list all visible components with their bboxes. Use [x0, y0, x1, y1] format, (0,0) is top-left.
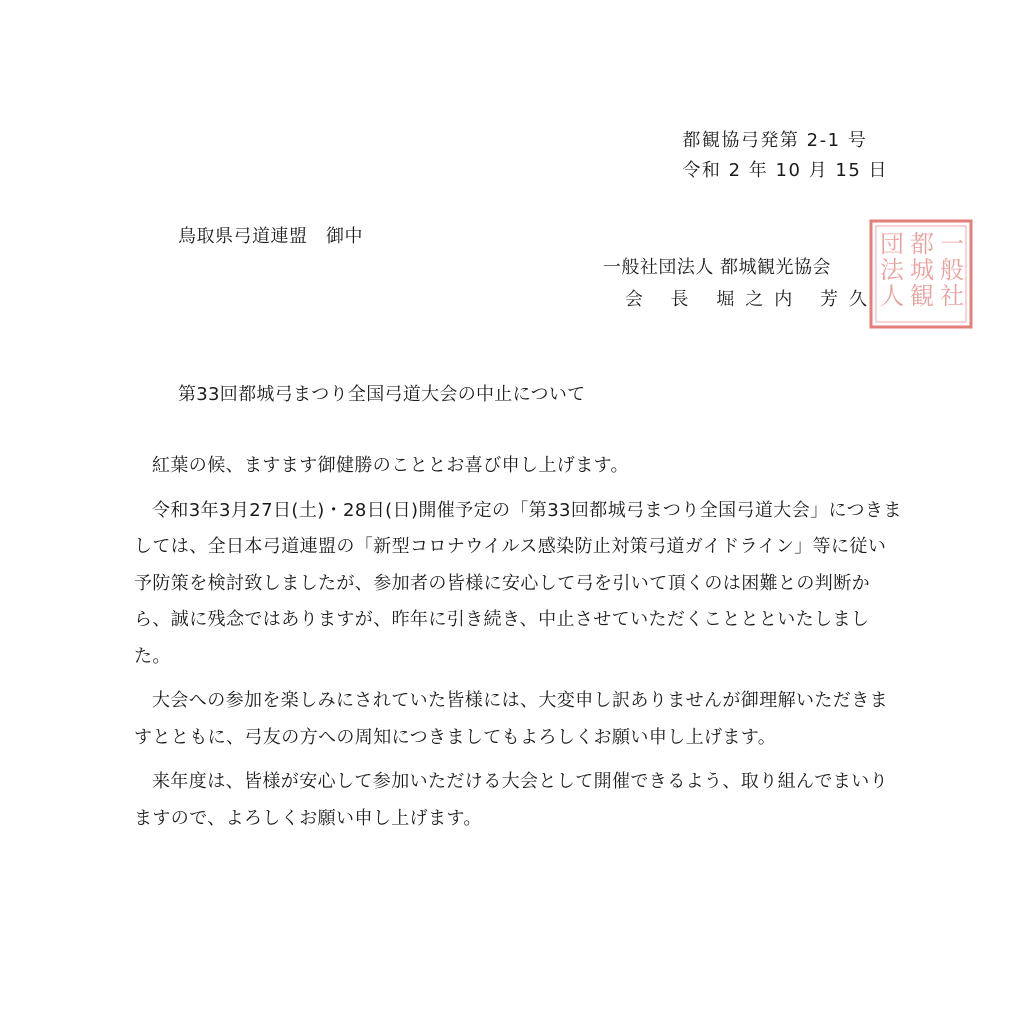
svg-text:一: 一	[940, 230, 964, 258]
svg-text:社: 社	[940, 282, 964, 310]
letter-subject: 第33回都城弓まつり全国弓道大会の中止について	[178, 384, 586, 405]
svg-text:団: 団	[880, 230, 904, 258]
sender-title: 会 長 堀之内 芳久	[624, 289, 878, 310]
official-seal-stamp	[868, 218, 974, 330]
svg-text:法: 法	[880, 256, 904, 284]
addressee: 鳥取県弓道連盟 御中	[178, 226, 363, 247]
body-paragraph-cancellation: 令和3年3月27日(土)・28日(日)開催予定の「第33回都城弓まつり全国弓道大会」につきましては、全日本弓道連盟の「新型コロナウイルス感染防止対策弓道ガイドライン」等に従い予防策を検討致しましたが、参加者の皆様に安心して弓を引いて頂くのは困難との判断から、誠に残念ではありますが、昨年に引き続き、中止させていただくこととといたしました。	[134, 499, 902, 667]
svg-text:人: 人	[880, 282, 904, 310]
body-paragraph-greeting: 紅葉の候、ますます御健勝のこととお喜び申し上げます。	[152, 455, 629, 476]
letter-body	[134, 448, 904, 845]
body-paragraph-apology: 大会への参加を楽しみにされていた皆様には、大変申し訳ありませんが御理解いただきますとともに、弓友の方への周知につきましてもよろしくお願い申し上げます。	[134, 690, 888, 748]
document-date: 令和 2 年 10 月 15 日	[682, 160, 888, 181]
svg-text:城: 城	[910, 256, 934, 284]
svg-text:般: 般	[940, 256, 964, 284]
reference-number: 都観協弓発第 2-1 号	[682, 130, 868, 151]
sender-organization: 一般社団法人 都城観光協会	[602, 257, 832, 278]
sender-block	[603, 252, 878, 316]
svg-text:都: 都	[910, 230, 934, 258]
reference-block	[682, 126, 888, 186]
body-paragraph-closing: 来年度は、皆様が安心して参加いただける大会として開催できるよう、取り組んでまいりますので、よろしくお願い申し上げます。	[134, 771, 888, 829]
svg-text:観: 観	[910, 282, 934, 310]
